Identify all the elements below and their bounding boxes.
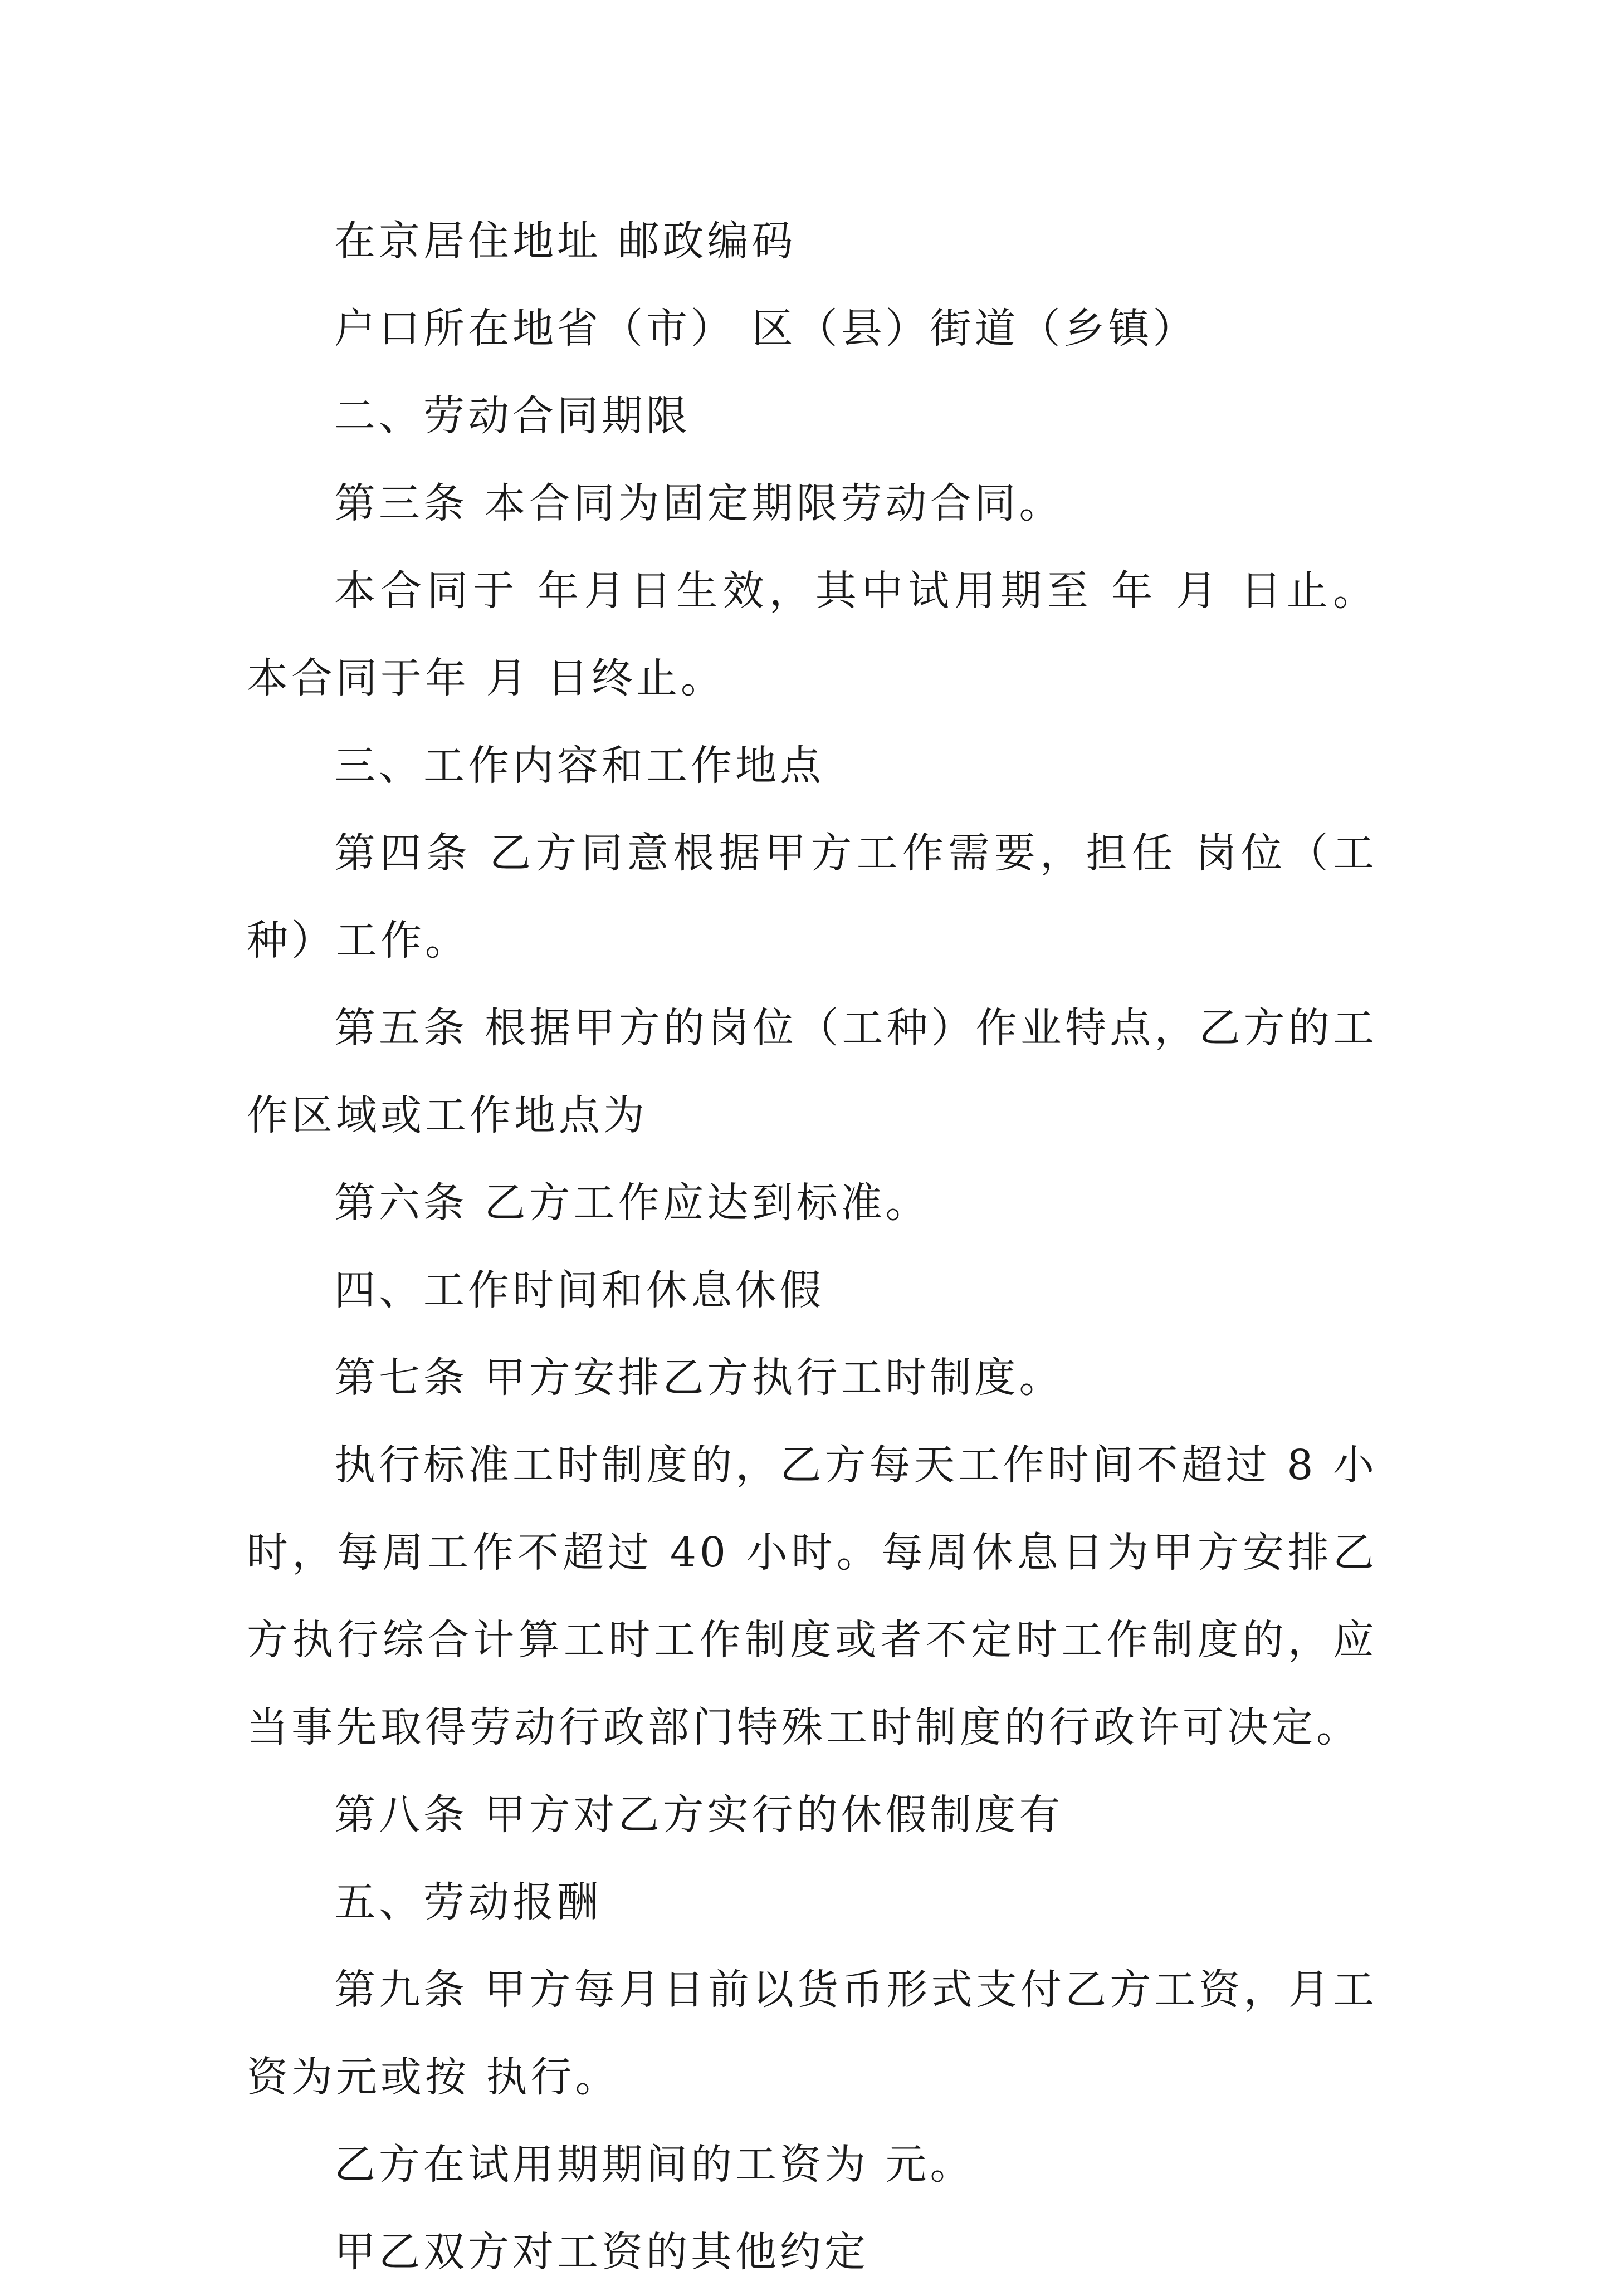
paragraph-other-wage-terms: 甲乙双方对工资的其他约定 [334,2228,869,2276]
article-3: 第三条 本合同为固定期限劳动合同。 [334,479,1064,527]
paragraph-effective-dates: 本合同于 年月日生效，其中试用期至 年 月 日止。本合同于年 月 日终止。 [247,567,1377,702]
paragraph-standard-hours: 执行标准工时制度的，乙方每天工作时间不超过 8 小时，每周工作不超过 40 小时。每周休息日为甲方安排乙方执行综合计算工时工作制度或者不定时工作制度的，应当事先取得劳动行政部门特殊工时制度的行政许可决定。 [247,1441,1377,1751]
article-8: 第八条 甲方对乙方实行的休假制度有 [334,1791,1064,1839]
paragraph-household-registration: 户口所在地省（市） 区（县）街道（乡镇） [334,305,1198,353]
section-heading-working-hours: 四、工作时间和休息休假 [334,1266,824,1314]
article-4: 第四条 乙方同意根据甲方工作需要，担任 岗位（工种）工作。 [247,829,1377,965]
document-body [247,198,1377,2296]
article-6: 第六条 乙方工作应达到标准。 [334,1179,930,1227]
paragraph-residence-address: 在京居住地址 邮政编码 [334,217,797,265]
article-5: 第五条 根据甲方的岗位（工种）作业特点，乙方的工作区域或工作地点为 [247,1004,1377,1139]
section-heading-contract-term: 二、劳动合同期限 [334,392,691,440]
section-heading-work-content: 三、工作内容和工作地点 [334,742,824,790]
paragraph-probation-wage: 乙方在试用期期间的工资为 元。 [334,2141,975,2189]
article-9: 第九条 甲方每月日前以货币形式支付乙方工资，月工资为元或按 执行。 [247,1966,1377,2101]
section-heading-remuneration: 五、劳动报酬 [334,1878,602,1926]
article-7: 第七条 甲方安排乙方执行工时制度。 [334,1354,1064,1402]
